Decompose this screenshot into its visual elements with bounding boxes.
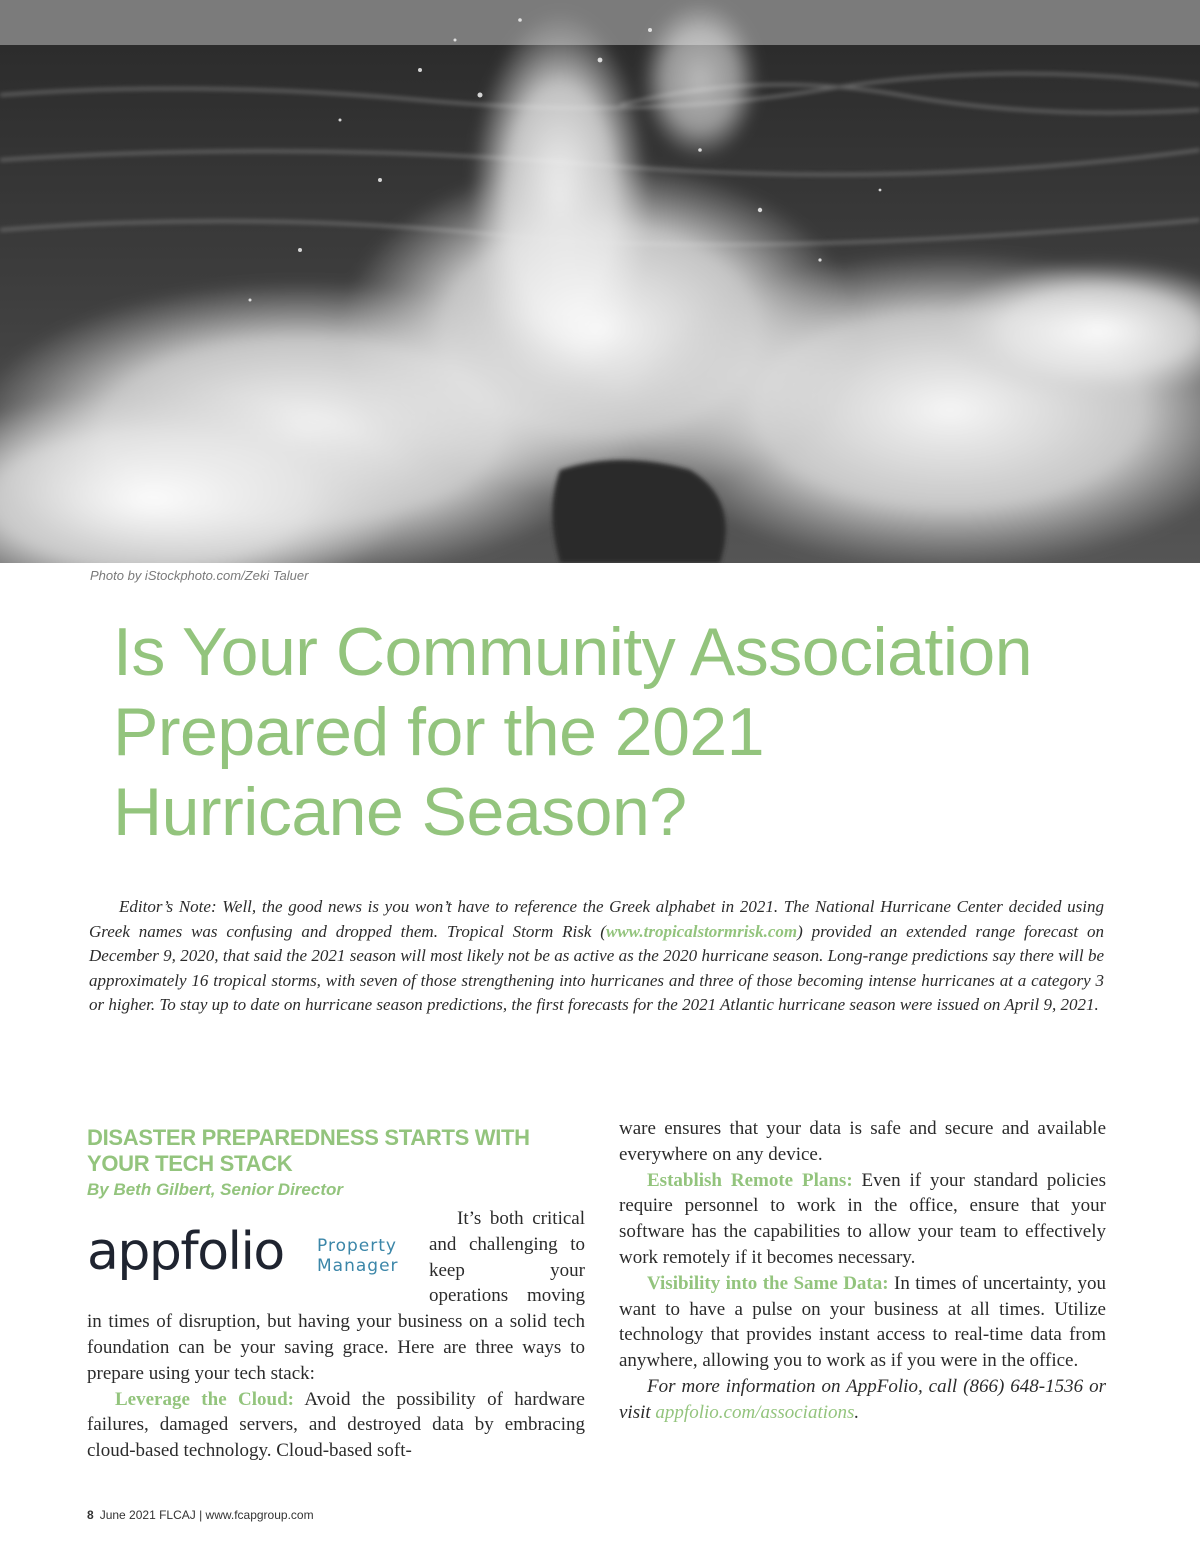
logo-sub-line-2: Manager (317, 1256, 399, 1276)
logo-sub-line-1: Property (317, 1236, 397, 1256)
wave-illustration (0, 0, 1200, 563)
logo-wordmark: appfolio (87, 1222, 284, 1282)
byline: By Beth Gilbert, Senior Director (87, 1180, 343, 1199)
closing-text: For more information on AppFolio, call (866) 648-1536 or visit (619, 1375, 1106, 1423)
section-heading: DISASTER PREPAREDNESS STARTS WITH YOUR TECH STACK (87, 1125, 530, 1176)
photo-credit: Photo by iStockphoto.com/Zeki Taluer (90, 568, 309, 583)
title-line-3: Hurricane Season? (113, 774, 687, 850)
editor-note-text-2: ) provided an extended range forecast on December 9, 2020, that said the 2021 season will most likely not be as active as the 2020 hurricane season. Long-range predictions say there will be approximately 16 tropical storms, with seven of those strengthening into hurricanes and three of those becoming intense hurricanes at a category 3 or higher. To stay up to date on hurricane season predictions, the first forecasts for the 2021 Atlantic hurricane season were issued on April 9, 2021. (89, 921, 1104, 1014)
tip-remote-paragraph (619, 1168, 1106, 1271)
page-number: 8 (87, 1508, 94, 1522)
editor-note (89, 895, 1104, 1018)
hero-photo (0, 0, 1200, 563)
article-title (113, 612, 1153, 852)
closing-paragraph (619, 1374, 1106, 1426)
intro-paragraph: It’s both critical and challenging to keep your operations moving in times of disruption, but having your business on a solid tech foundation can be your saving grace. Here are three ways to prepare using your tech stack: (87, 1208, 585, 1384)
tropical-storm-risk-link[interactable]: www.tropicalstormrisk.com (605, 921, 798, 941)
tip-visibility-paragraph (619, 1271, 1106, 1374)
footer-text: June 2021 FLCAJ | www.fcapgroup.com (99, 1508, 314, 1522)
tip-cloud-paragraph (87, 1387, 585, 1464)
tip-visibility-lead: Visibility into the Same Data: (647, 1272, 889, 1294)
left-column (87, 1125, 585, 1464)
tip-remote-text: Even if your standard policies require personnel to work in the office, ensure that your software has the capabilities to allow your team to effectively work remotely if it becomes necessary. (619, 1169, 1106, 1268)
logo-subtitle (317, 1236, 399, 1276)
tip-cloud-lead: Leverage the Cloud: (115, 1388, 295, 1410)
editor-note-text-1: Editor’s Note: Well, the good news is you won’t have to reference the Greek alphabet in 2021. The National Hurricane Center decided using Greek names was confusing and dropped them. Tropical Storm Risk ( (89, 897, 1104, 941)
appfolio-link[interactable]: appfolio.com/associations (655, 1401, 855, 1423)
tip-visibility-text: In times of uncertainty, you want to have a pulse on your business at all times. Utilize technology that provides instant access to real-time data from anywhere, allowing you to work as if you were in the office. (619, 1272, 1106, 1372)
tip-cloud-text-part1: Avoid the possibility of hardware failures, damaged servers, and destroyed data by embracing cloud-based technology. Cloud-based soft- (87, 1388, 585, 1462)
page-footer (87, 1508, 314, 1522)
appfolio-logo (87, 1208, 417, 1300)
right-column (619, 1116, 1106, 1426)
tip-cloud-continued: ware ensures that your data is safe and secure and available everywhere on any device. (619, 1118, 1106, 1165)
tip-remote-lead: Establish Remote Plans: (647, 1169, 853, 1191)
title-line-1: Is Your Community Association (113, 614, 1033, 690)
closing-end: . (854, 1401, 860, 1423)
title-line-2: Prepared for the 2021 (113, 694, 765, 770)
